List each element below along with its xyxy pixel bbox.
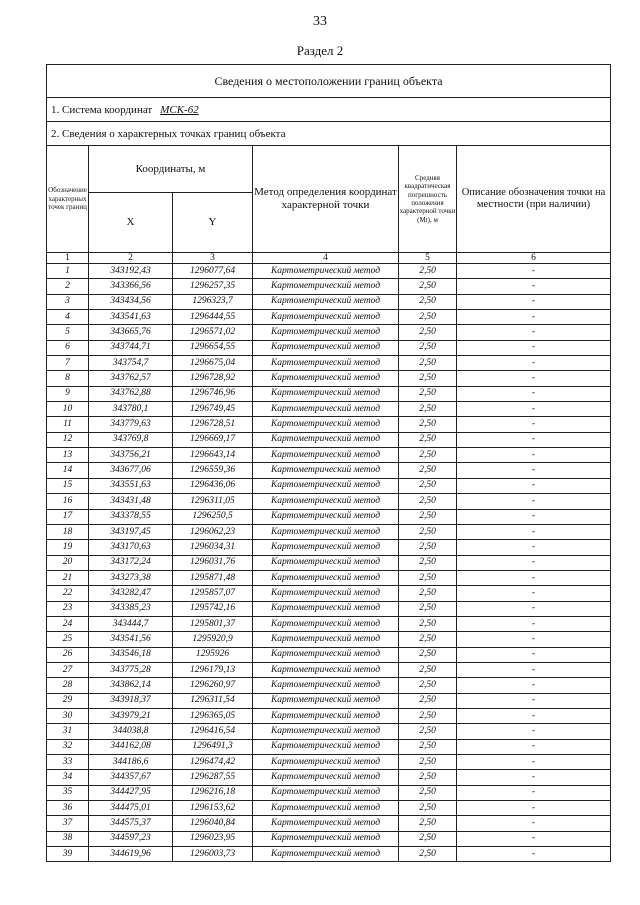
method-cell: Картометрический метод [253,432,399,447]
col-head-y: Y [173,193,253,253]
x-cell: 343434,56 [89,294,173,309]
y-cell: 1296077,64 [173,264,253,279]
point-id-cell: 8 [47,371,89,386]
col-number: 6 [457,253,611,264]
method-cell: Картометрический метод [253,816,399,831]
method-cell: Картометрический метод [253,340,399,355]
x-cell: 344038,8 [89,724,173,739]
table-row [47,555,611,570]
method-cell: Картометрический метод [253,494,399,509]
error-cell: 2,50 [399,785,457,800]
point-id-cell: 20 [47,555,89,570]
error-cell: 2,50 [399,555,457,570]
y-cell: 1296436,06 [173,478,253,493]
error-cell: 2,50 [399,847,457,862]
description-cell: - [457,494,611,509]
error-cell: 2,50 [399,386,457,401]
method-cell: Картометрический метод [253,386,399,401]
x-cell: 343282,47 [89,586,173,601]
error-cell: 2,50 [399,356,457,371]
x-cell: 343762,88 [89,386,173,401]
x-cell: 343862,14 [89,678,173,693]
table-row [47,755,611,770]
y-cell: 1296474,42 [173,755,253,770]
error-cell: 2,50 [399,693,457,708]
description-cell: - [457,586,611,601]
method-cell: Картометрический метод [253,831,399,846]
method-cell: Картометрический метод [253,310,399,325]
y-cell: 1295871,48 [173,570,253,585]
error-cell: 2,50 [399,724,457,739]
y-cell: 1296062,23 [173,524,253,539]
y-cell: 1296040,84 [173,816,253,831]
description-cell: - [457,325,611,340]
description-cell: - [457,708,611,723]
table-row [47,340,611,355]
description-cell: - [457,693,611,708]
error-cell: 2,50 [399,601,457,616]
x-cell: 343762,57 [89,371,173,386]
y-cell: 1296416,54 [173,724,253,739]
description-cell: - [457,294,611,309]
point-id-cell: 39 [47,847,89,862]
y-cell: 1296023,95 [173,831,253,846]
table-row [47,724,611,739]
method-cell: Картометрический метод [253,478,399,493]
y-cell: 1296728,51 [173,417,253,432]
x-cell: 343546,18 [89,647,173,662]
y-cell: 1296003,73 [173,847,253,862]
error-cell: 2,50 [399,310,457,325]
y-cell: 1296311,05 [173,494,253,509]
y-cell: 1296746,96 [173,386,253,401]
point-id-cell: 4 [47,310,89,325]
point-id-cell: 19 [47,540,89,555]
table-row [47,770,611,785]
x-cell: 344162,08 [89,739,173,754]
method-cell: Картометрический метод [253,586,399,601]
x-cell: 343756,21 [89,448,173,463]
col-number: 5 [399,253,457,264]
point-id-cell: 5 [47,325,89,340]
y-cell: 1296728,92 [173,371,253,386]
error-cell: 2,50 [399,586,457,601]
x-cell: 343192,43 [89,264,173,279]
error-cell: 2,50 [399,632,457,647]
table-row [47,310,611,325]
point-id-cell: 27 [47,662,89,677]
error-cell: 2,50 [399,739,457,754]
description-cell: - [457,448,611,463]
point-id-cell: 10 [47,402,89,417]
method-cell: Картометрический метод [253,662,399,677]
description-cell: - [457,386,611,401]
method-cell: Картометрический метод [253,402,399,417]
point-id-cell: 30 [47,708,89,723]
y-cell: 1296323,7 [173,294,253,309]
method-cell: Картометрический метод [253,417,399,432]
error-cell: 2,50 [399,478,457,493]
error-cell: 2,50 [399,294,457,309]
description-cell: - [457,847,611,862]
y-cell: 1296179,13 [173,662,253,677]
point-id-cell: 22 [47,586,89,601]
x-cell: 343172,24 [89,555,173,570]
y-cell: 1296287,55 [173,770,253,785]
error-cell: 2,50 [399,540,457,555]
point-id-cell: 36 [47,801,89,816]
y-cell: 1296643,14 [173,448,253,463]
y-cell: 1296153,62 [173,801,253,816]
y-cell: 1296216,18 [173,785,253,800]
point-id-cell: 37 [47,816,89,831]
table-row [47,540,611,555]
method-cell: Картометрический метод [253,755,399,770]
error-cell: 2,50 [399,662,457,677]
description-cell: - [457,632,611,647]
x-cell: 343273,38 [89,570,173,585]
x-cell: 343431,48 [89,494,173,509]
description-cell: - [457,816,611,831]
table-row [47,601,611,616]
method-cell: Картометрический метод [253,448,399,463]
method-cell: Картометрический метод [253,693,399,708]
description-cell: - [457,662,611,677]
point-id-cell: 28 [47,678,89,693]
error-cell: 2,50 [399,647,457,662]
description-cell: - [457,540,611,555]
table-row [47,632,611,647]
table-row [47,402,611,417]
point-id-cell: 35 [47,785,89,800]
method-cell: Картометрический метод [253,463,399,478]
y-cell: 1296669,17 [173,432,253,447]
description-cell: - [457,432,611,447]
table-row [47,616,611,631]
y-cell: 1296260,97 [173,678,253,693]
description-cell: - [457,356,611,371]
table-row [47,478,611,493]
x-cell: 343780,1 [89,402,173,417]
point-id-cell: 24 [47,616,89,631]
point-id-cell: 17 [47,509,89,524]
method-cell: Картометрический метод [253,356,399,371]
description-cell: - [457,478,611,493]
description-cell: - [457,340,611,355]
table-row [47,847,611,862]
y-cell: 1296257,35 [173,279,253,294]
description-cell: - [457,755,611,770]
table-row [47,386,611,401]
x-cell: 344619,96 [89,847,173,862]
table-row [47,432,611,447]
x-cell: 343979,21 [89,708,173,723]
point-id-cell: 3 [47,294,89,309]
point-id-cell: 13 [47,448,89,463]
y-cell: 1296571,02 [173,325,253,340]
error-cell: 2,50 [399,371,457,386]
description-cell: - [457,647,611,662]
point-id-cell: 34 [47,770,89,785]
x-cell: 343366,56 [89,279,173,294]
error-cell: 2,50 [399,708,457,723]
y-cell: 1296675,04 [173,356,253,371]
description-cell: - [457,310,611,325]
method-cell: Картометрический метод [253,509,399,524]
column-number-row [47,253,611,264]
method-cell: Картометрический метод [253,678,399,693]
table-row [47,264,611,279]
method-cell: Картометрический метод [253,770,399,785]
x-cell: 343918,37 [89,693,173,708]
x-cell: 344597,23 [89,831,173,846]
y-cell: 1296365,05 [173,708,253,723]
y-cell: 1296250,5 [173,509,253,524]
col-head-description: Описание обозначения точки на местности (при наличии) [457,146,611,253]
table-row [47,294,611,309]
y-cell: 1295801,37 [173,616,253,631]
x-cell: 343551,63 [89,478,173,493]
y-cell: 1296311,54 [173,693,253,708]
x-cell: 344357,67 [89,770,173,785]
point-id-cell: 2 [47,279,89,294]
table-row [47,662,611,677]
x-cell: 344427,95 [89,785,173,800]
y-cell: 1295857,07 [173,586,253,601]
boundary-table [46,64,611,862]
x-cell: 343775,28 [89,662,173,677]
table-row [47,417,611,432]
point-id-cell: 7 [47,356,89,371]
table-row [47,448,611,463]
x-cell: 343754,7 [89,356,173,371]
description-cell: - [457,739,611,754]
error-cell: 2,50 [399,432,457,447]
y-cell: 1296034,31 [173,540,253,555]
method-cell: Картометрический метод [253,724,399,739]
error-cell: 2,50 [399,816,457,831]
point-id-cell: 1 [47,264,89,279]
method-cell: Картометрический метод [253,601,399,616]
col-number: 1 [47,253,89,264]
error-cell: 2,50 [399,801,457,816]
error-cell: 2,50 [399,616,457,631]
x-cell: 343378,55 [89,509,173,524]
coord-system-label: 1. Система координат [51,103,153,116]
error-cell: 2,50 [399,264,457,279]
table-row [47,831,611,846]
error-cell: 2,50 [399,570,457,585]
error-cell: 2,50 [399,340,457,355]
point-id-cell: 14 [47,463,89,478]
description-cell: - [457,678,611,693]
table-row [47,509,611,524]
method-cell: Картометрический метод [253,570,399,585]
description-cell: - [457,601,611,616]
description-cell: - [457,509,611,524]
x-cell: 343197,45 [89,524,173,539]
description-cell: - [457,770,611,785]
point-id-cell: 15 [47,478,89,493]
x-cell: 343385,23 [89,601,173,616]
col-number: 2 [89,253,173,264]
description-cell: - [457,570,611,585]
method-cell: Картометрический метод [253,294,399,309]
method-cell: Картометрический метод [253,325,399,340]
point-id-cell: 23 [47,601,89,616]
table-row [47,678,611,693]
error-cell: 2,50 [399,325,457,340]
x-cell: 343677,06 [89,463,173,478]
description-cell: - [457,264,611,279]
col-head-coordinates: Координаты, м [89,146,253,193]
error-cell: 2,50 [399,402,457,417]
y-cell: 1296749,45 [173,402,253,417]
x-cell: 344575,37 [89,816,173,831]
y-cell: 1296559,36 [173,463,253,478]
error-cell: 2,50 [399,770,457,785]
point-id-cell: 25 [47,632,89,647]
col-head-x: X [89,193,173,253]
table-row [47,570,611,585]
method-cell: Картометрический метод [253,616,399,631]
point-id-cell: 29 [47,693,89,708]
y-cell: 1296444,55 [173,310,253,325]
error-cell: 2,50 [399,755,457,770]
point-id-cell: 11 [47,417,89,432]
table-row [47,524,611,539]
description-cell: - [457,524,611,539]
point-id-cell: 16 [47,494,89,509]
y-cell: 1296491,3 [173,739,253,754]
x-cell: 343769,8 [89,432,173,447]
description-cell: - [457,831,611,846]
table-row [47,325,611,340]
x-cell: 343444,7 [89,616,173,631]
x-cell: 343779,63 [89,417,173,432]
description-cell: - [457,279,611,294]
section-title: Раздел 2 [296,43,344,58]
method-cell: Картометрический метод [253,647,399,662]
error-cell: 2,50 [399,448,457,463]
method-cell: Картометрический метод [253,847,399,862]
description-cell: - [457,724,611,739]
method-cell: Картометрический метод [253,264,399,279]
y-cell: 1296031,76 [173,555,253,570]
error-cell: 2,50 [399,509,457,524]
point-id-cell: 18 [47,524,89,539]
col-head-method: Метод определения координат характерной точки [253,146,399,253]
x-cell: 343541,63 [89,310,173,325]
description-cell: - [457,463,611,478]
table-row [47,708,611,723]
error-cell: 2,50 [399,417,457,432]
y-cell: 1295920,9 [173,632,253,647]
error-cell: 2,50 [399,494,457,509]
description-cell: - [457,402,611,417]
table-row [47,785,611,800]
error-cell: 2,50 [399,678,457,693]
table-row [47,586,611,601]
error-cell: 2,50 [399,279,457,294]
point-id-cell: 32 [47,739,89,754]
table-row [47,356,611,371]
point-id-cell: 33 [47,755,89,770]
method-cell: Картометрический метод [253,632,399,647]
point-id-cell: 21 [47,570,89,585]
table-row [47,494,611,509]
description-cell: - [457,555,611,570]
x-cell: 344475,01 [89,801,173,816]
y-cell: 1296654,55 [173,340,253,355]
table-row [47,647,611,662]
y-cell: 1295926 [173,647,253,662]
method-cell: Картометрический метод [253,524,399,539]
x-cell: 343665,76 [89,325,173,340]
col-number: 4 [253,253,399,264]
table-row [47,371,611,386]
description-cell: - [457,371,611,386]
table-row [47,739,611,754]
x-cell: 343541,56 [89,632,173,647]
point-id-cell: 31 [47,724,89,739]
table-body [47,264,611,862]
error-cell: 2,50 [399,831,457,846]
method-cell: Картометрический метод [253,371,399,386]
x-cell: 343744,71 [89,340,173,355]
method-cell: Картометрический метод [253,785,399,800]
x-cell: 343170,63 [89,540,173,555]
description-cell: - [457,801,611,816]
col-number: 3 [173,253,253,264]
method-cell: Картометрический метод [253,801,399,816]
method-cell: Картометрический метод [253,279,399,294]
method-cell: Картометрический метод [253,540,399,555]
point-id-cell: 6 [47,340,89,355]
page-number: 33 [313,14,327,29]
y-cell: 1295742,16 [173,601,253,616]
description-cell: - [457,616,611,631]
col-head-point-id: Обозначение характерных точек границ [47,146,89,253]
point-id-cell: 38 [47,831,89,846]
description-cell: - [457,417,611,432]
table-row [47,693,611,708]
coord-system-row [47,98,611,122]
coord-system-value: МСК-62 [160,103,199,116]
description-cell: - [457,785,611,800]
method-cell: Картометрический метод [253,739,399,754]
point-id-cell: 26 [47,647,89,662]
method-cell: Картометрический метод [253,708,399,723]
error-cell: 2,50 [399,524,457,539]
points-header: 2. Сведения о характерных точках границ объекта [47,122,611,146]
table-row [47,801,611,816]
table-row [47,279,611,294]
error-cell: 2,50 [399,463,457,478]
method-cell: Картометрический метод [253,555,399,570]
point-id-cell: 12 [47,432,89,447]
x-cell: 344186,6 [89,755,173,770]
table-row [47,816,611,831]
table-title: Сведения о местоположении границ объекта [47,65,611,98]
point-id-cell: 9 [47,386,89,401]
col-head-error: Средняя квадратическая погрешность положения характерной точки (Mt), м [399,146,457,253]
table-row [47,463,611,478]
